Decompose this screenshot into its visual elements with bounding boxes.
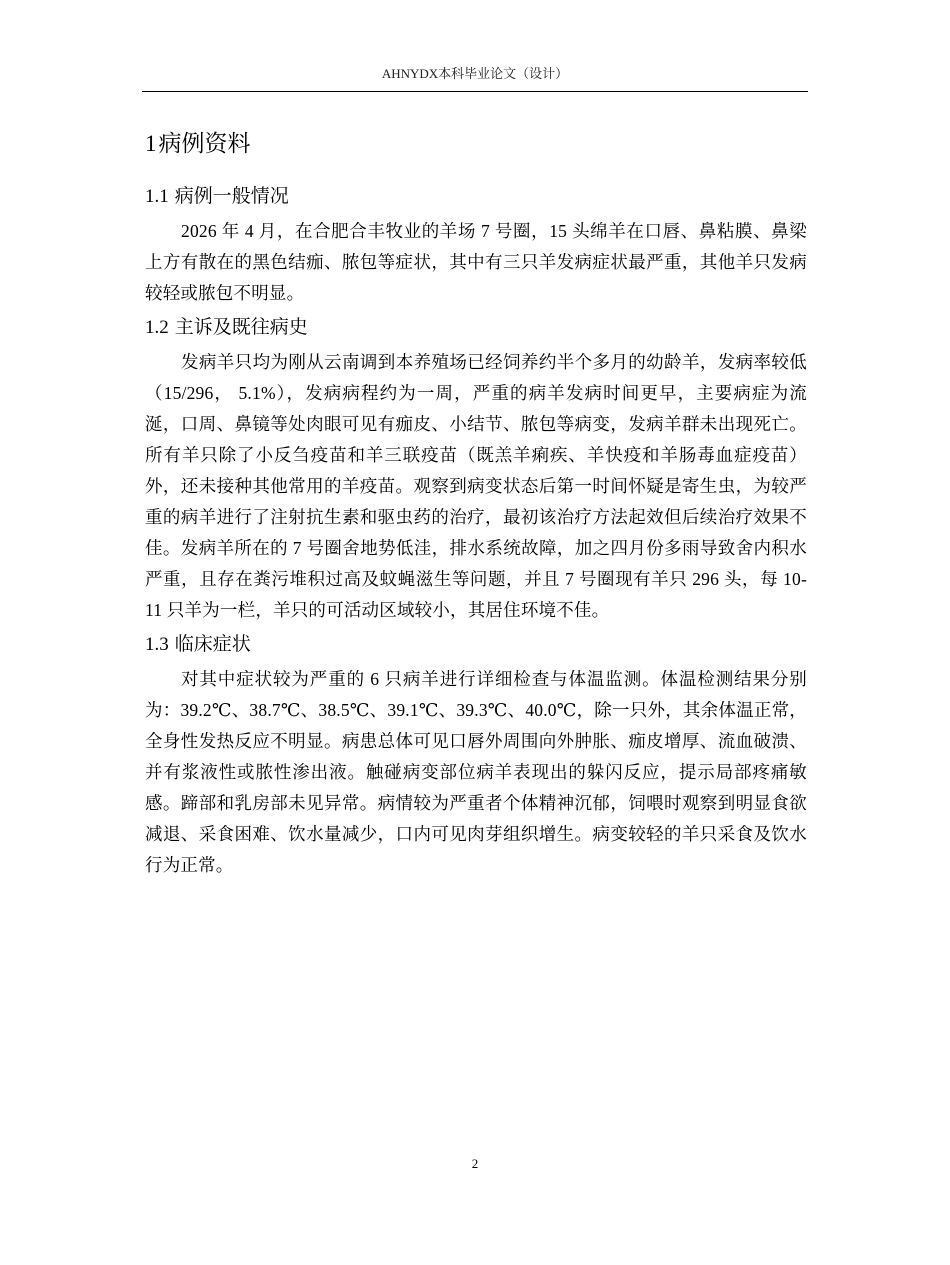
running-header: AHNYDX本科毕业论文（设计） [381,66,569,81]
section-number: 1 [145,131,157,156]
subsection-heading-1-1 [145,178,807,216]
page-number: 2 [471,1156,479,1171]
page-content [145,120,807,881]
subsection-title: 临床症状 [174,634,251,655]
subsection-heading-1-2 [145,309,807,347]
header-rule [142,91,808,92]
subsection-title: 病例一般情况 [174,186,289,207]
section-title: 病例资料 [158,131,251,156]
subsection-number: 1.2 [145,317,169,338]
paragraph-general-situation: 2026 年 4 月，在合肥合丰牧业的羊场 7 号圈，15 头绵羊在口唇、鼻粘膜、鼻梁上方有散在的黑色结痂、脓包等症状，其中有三只羊发病症状最严重，其他羊只发病较轻或脓包不明显。 [145,221,807,303]
section-heading [145,122,807,166]
subsection-heading-1-3 [145,626,807,664]
subsection-number: 1.3 [145,634,169,655]
subsection-title: 主诉及既往病史 [174,317,308,338]
paragraph-clinical-symptoms: 对其中症状较为严重的 6 只病羊进行详细检查与体温监测。体温检测结果分别为：39.2℃、38.7℃、38.5℃、39.1℃、39.3℃、40.0℃，除一只外，其余体温正常，全身性发热反应不明显。病患总体可见口唇外周围向外肿胀、痂皮增厚、流血破溃、并有浆液性或脓性渗出液。触碰病变部位病羊表现出的躲闪反应，提示局部疼痛敏感。蹄部和乳房部未见异常。病情较为严重者个体精神沉郁，饲喂时观察到明显食欲减退、采食困难、饮水量减少，口内可见肉芽组织增生。病变较轻的羊只采食及饮水行为正常。 [145,669,807,875]
paragraph-history: 发病羊只均为刚从云南调到本养殖场已经饲养约半个多月的幼龄羊，发病率较低（15/296， 5.1%），发病病程约为一周，严重的病羊发病时间更早，主要病症为流涎，口周、鼻镜等处肉眼可见有痂皮、小结节、脓包等病变，发病羊群未出现死亡。所有羊只除了小反刍疫苗和羊三联疫苗（既羔羊痢疾、羊快疫和羊肠毒血症疫苗）外，还未接种其他常用的羊疫苗。观察到病变状态后第一时间怀疑是寄生虫，为较严重的病羊进行了注射抗生素和驱虫药的治疗，最初该治疗方法起效但后续治疗效果不佳。发病羊所在的 7 号圈舍地势低洼，排水系统故障，加之四月份多雨导致舍内积水严重，且存在粪污堆积过高及蚊蝇滋生等问题，并且 7 号圈现有羊只 296 头，每 10-11 只羊为一栏，羊只的可活动区域较小，其居住环境不佳。 [145,352,807,620]
subsection-number: 1.1 [145,186,169,207]
